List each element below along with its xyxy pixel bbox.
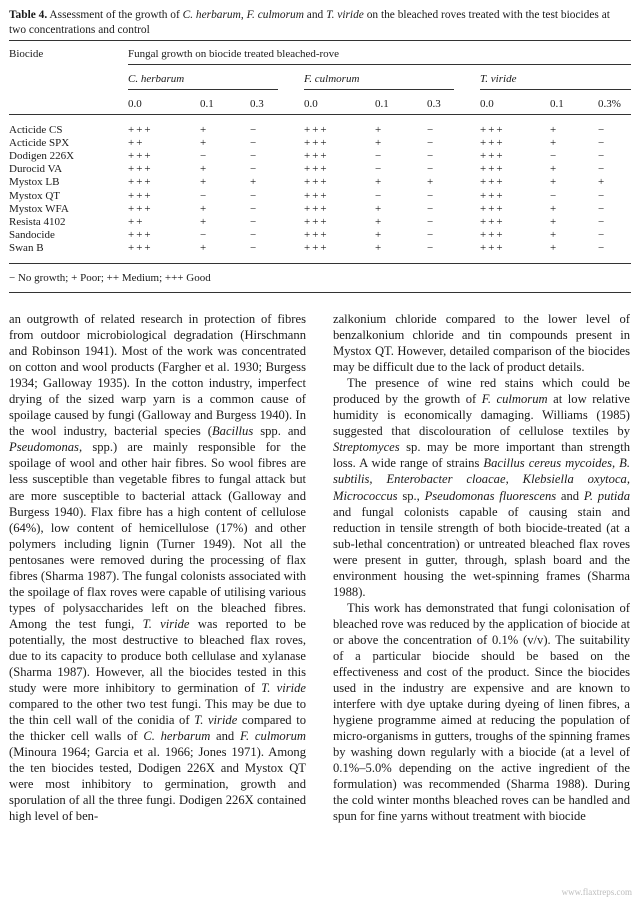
concentration-header: 0.0: [304, 98, 318, 110]
growth-rating: +: [375, 176, 384, 189]
growth-rating: −: [250, 215, 259, 228]
growth-rating: +++: [304, 202, 329, 215]
growth-rating: −: [200, 189, 209, 202]
group-header-rule: [128, 64, 631, 65]
growth-rating: +: [200, 176, 209, 189]
legend-rule: [9, 292, 631, 293]
species-rule: [480, 89, 631, 90]
growth-rating: +++: [128, 124, 153, 136]
table-label: Table 4.: [9, 9, 48, 21]
growth-rating: −: [427, 241, 436, 254]
growth-rating: −: [598, 163, 607, 176]
growth-rating: −: [200, 150, 209, 163]
fungal-growth-header: Fungal growth on biocide treated bleached-rove: [128, 48, 340, 60]
growth-rating: +: [550, 163, 559, 176]
header-bottom-rule: [9, 114, 631, 115]
growth-rating: +++: [304, 228, 329, 241]
growth-rating: −: [427, 202, 436, 215]
growth-rating: −: [598, 137, 607, 150]
text-run: spp.) are mainly responsible for the spoilage of wool and other hair fibres. So wool fibres are less susceptible than vegetable fibres to fungal attack but are more susceptible to bacterial attack (Galloway and Burgess 1940). Flax fibre has a high content of cellulose (64%), low content of hemicellulose (17%) and other polymers including lignin (Turner 1949). Not all the pentosanes were removed during the processing of flax fibres (Sharma 1987). The fungal colonists associated with the spoilage of flax roves were capable of utilising various types of polysaccharides left on the bleached fibres. Among the test fungi,: [9, 440, 306, 631]
text-run: sp. may be more important than strength loss. A wide range of strains: [333, 440, 630, 471]
body-paragraph: [333, 375, 630, 600]
growth-rating: +: [375, 228, 384, 241]
growth-rating: +++: [128, 228, 153, 241]
italic-text-run: Bacillus: [211, 424, 254, 439]
growth-rating: −: [427, 189, 436, 202]
biocide-name: Sandocide: [9, 228, 55, 241]
text-run: and: [210, 729, 240, 744]
growth-rating: +: [375, 137, 384, 150]
text-run: compared to the other two test fungi. This may be due to the thin cell wall of the conidia of: [9, 697, 306, 728]
text-run: was reported to be potentially, the most destructive to bleached flax roves, due to its capacity to produce both cellulase and xylanase (Sharma 1987). However, all the biocides tested in this study were more inhibitory to germination of: [9, 616, 306, 696]
italic-text-run: T. viride: [261, 681, 306, 696]
italic-text-run: T. viride: [326, 9, 364, 21]
biocide-name: Acticide CS: [9, 124, 63, 136]
growth-rating: +: [598, 176, 607, 189]
growth-rating: +++: [128, 241, 153, 254]
growth-rating: +++: [128, 150, 153, 163]
concentration-header: 0.3%: [598, 98, 621, 110]
growth-rating: −: [250, 189, 259, 202]
growth-rating: +++: [480, 163, 505, 176]
table-caption: [9, 8, 629, 38]
species-rule: [304, 89, 454, 90]
italic-text-run: Pseudomonas,: [9, 440, 83, 455]
growth-rating: +: [550, 137, 559, 150]
concentration-header: 0.0: [480, 98, 494, 110]
biocide-name: Mystox QT: [9, 189, 61, 202]
growth-rating: +++: [128, 202, 153, 215]
text-run: zalkonium chloride compared to the lower level of benzalkonium chloride and tin compounds present in Mystox QT. However, detailed comparison of the biocides may be difficult due to the lack of product details.: [333, 312, 630, 375]
italic-text-run: F. culmorum: [481, 392, 548, 407]
growth-rating: +++: [304, 163, 329, 176]
growth-rating: −: [200, 228, 209, 241]
concentration-header: 0.0: [128, 98, 142, 110]
concentration-header: 0.1: [200, 98, 214, 110]
italic-text-run: C. herbarum: [143, 729, 211, 744]
growth-rating: +++: [304, 241, 329, 254]
biocide-name: Swan B: [9, 241, 44, 254]
growth-rating: +: [200, 202, 209, 215]
growth-rating: +: [375, 241, 384, 254]
growth-rating: −: [427, 150, 436, 163]
growth-rating: −: [427, 163, 436, 176]
text-run: spp. and: [253, 424, 307, 439]
growth-rating: −: [598, 241, 607, 254]
growth-rating: −: [427, 228, 436, 241]
text-run: This work has demonstrated that fungi colonisation of bleached rove was reduced by the application of biocide at or above the concentration of 0.1% (v/v). The suitability of a particular biocide should be based on the effectiveness and cost of the product. Since the biocides used in the industry are expensive and are known to interfere with dye uptake during dyeing of linen fibres, a hygiene programme aimed at reducing the population of micro-organisms in gutters, troughs of the spinning frames by washing down regularly with a biocide (at a level of 0.1%–5.0% depending on the active ingredient of the formulation) was recommended (Sharma 1988). During the cold winter months bleached roves can be handled and spun for fine yarns without treatment with biocide: [333, 600, 630, 824]
growth-rating: −: [250, 228, 259, 241]
body-column-right: [333, 311, 630, 825]
table-top-rule: [9, 40, 631, 41]
italic-text-run: C. herbarum: [182, 9, 241, 21]
growth-rating: −: [598, 228, 607, 241]
growth-rating: +: [550, 202, 559, 215]
growth-rating: +: [375, 215, 384, 228]
body-column-left: [9, 311, 306, 825]
table-legend: − No growth; + Poor; ++ Medium; +++ Good: [9, 272, 211, 284]
growth-rating: ++: [128, 137, 145, 150]
growth-rating: +++: [304, 150, 329, 163]
text-run: sp.,: [397, 488, 425, 503]
biocide-name: Durocid VA: [9, 163, 63, 176]
growth-rating: −: [427, 124, 436, 136]
growth-rating: −: [598, 215, 607, 228]
concentration-header: 0.3: [250, 98, 264, 110]
growth-rating: +++: [128, 189, 153, 202]
growth-rating: +: [200, 215, 209, 228]
growth-rating: +: [550, 124, 559, 136]
growth-rating: +: [550, 228, 559, 241]
growth-rating: −: [375, 163, 384, 176]
italic-text-run: T. viride: [194, 713, 238, 728]
growth-rating: −: [598, 150, 607, 163]
growth-rating: −: [427, 215, 436, 228]
italic-text-run: T. viride: [142, 616, 190, 631]
growth-rating: +++: [128, 176, 153, 189]
growth-rating: −: [250, 202, 259, 215]
growth-rating: +: [550, 241, 559, 254]
growth-rating: −: [375, 189, 384, 202]
species-header: F. culmorum: [304, 73, 360, 85]
growth-rating: +++: [480, 202, 505, 215]
growth-rating: −: [598, 202, 607, 215]
text-run: an outgrowth of related research in protection of fibres from outdoor microbiological degradation (Hirschmann and Robinson 1941). Most of the work was concentrated on cotton and wool products (Fargher et al. 1930; Burgess 1934; Galloway 1935). In the cotton industry, imperfect drying of the sized warp yarn is a common cause of spoilage caused by fungi (Galloway and Burgess 1940). In the wool industry, bacterial species (: [9, 312, 306, 439]
body-paragraph: [333, 600, 630, 825]
growth-rating: +++: [480, 228, 505, 241]
italic-text-run: Bacillus cereus mycoides, B. subtilis, Enterobacter cloacae, Klebsiella oxytoca, Micrococcus: [333, 456, 630, 503]
growth-rating: −: [550, 150, 559, 163]
growth-rating: +++: [480, 176, 505, 189]
growth-rating: +: [375, 202, 384, 215]
growth-rating: −: [250, 124, 259, 136]
growth-rating: −: [427, 137, 436, 150]
growth-rating: +++: [480, 124, 505, 136]
table-bottom-rule: [9, 263, 631, 264]
growth-rating: +++: [128, 163, 153, 176]
growth-rating: +: [200, 124, 209, 136]
text-run: and: [556, 488, 584, 503]
table-caption-text: [9, 9, 610, 36]
italic-text-run: Pseudomonas fluorescens: [424, 488, 557, 503]
growth-rating: +: [427, 176, 436, 189]
growth-rating: −: [598, 189, 607, 202]
growth-rating: +++: [304, 124, 329, 136]
biocide-column-header: Biocide: [9, 48, 44, 60]
body-paragraph: [9, 311, 306, 825]
growth-rating: +++: [480, 137, 505, 150]
text-run: and: [303, 9, 327, 21]
growth-rating: −: [375, 150, 384, 163]
growth-rating: −: [250, 150, 259, 163]
growth-rating: +: [375, 124, 384, 136]
growth-rating: +: [550, 215, 559, 228]
growth-rating: +: [200, 163, 209, 176]
growth-rating: +++: [480, 241, 505, 254]
biocide-name: Mystox WFA: [9, 202, 69, 215]
species-rule: [128, 89, 278, 90]
italic-text-run: P. putida: [583, 488, 630, 503]
concentration-header: 0.3: [427, 98, 441, 110]
growth-rating: +++: [480, 215, 505, 228]
growth-rating: +++: [304, 189, 329, 202]
text-run: (Minoura 1964; Garcia et al. 1966; Jones 1971). Among the ten biocides tested, Dodigen 226X and Mystox QT were most inhibitory to germination, growth and sporulation of all the three fungi. Dodigen 226X contained high level of ben-: [9, 745, 306, 824]
growth-rating: ++: [128, 215, 145, 228]
growth-rating: +: [550, 176, 559, 189]
text-run: Assessment of the growth of: [49, 9, 183, 21]
growth-rating: +++: [480, 150, 505, 163]
text-run: The presence of wine red stains which could be produced by the growth of: [333, 376, 630, 407]
growth-rating: −: [598, 124, 607, 136]
biocide-name: Dodigen 226X: [9, 150, 75, 163]
growth-rating: +: [200, 137, 209, 150]
biocide-name: Resista 4102: [9, 215, 66, 228]
text-run: compared to the thicker cell walls of: [9, 713, 306, 744]
text-run: on the bleached roves treated with the test biocides at two concentrations and control: [9, 9, 610, 36]
growth-rating: −: [550, 189, 559, 202]
growth-rating: +++: [304, 215, 329, 228]
biocide-name: Mystox LB: [9, 176, 60, 189]
species-header: T. viride: [480, 73, 517, 85]
species-header: C. herbarum: [128, 73, 185, 85]
growth-rating: +: [200, 241, 209, 254]
growth-rating: −: [250, 163, 259, 176]
growth-rating: +: [250, 176, 259, 189]
body-paragraph: [333, 311, 630, 375]
text-run: and fungal colonists capable of causing stain and reduction in tensile strength of both biocide-treated (at a sub-lethal concentration) or untreated bleached flax roves were present in gutter, through, splash board and the environment housing the wet-spinning frames (Sharma 1988).: [333, 504, 630, 599]
watermark: www.flaxtreps.com: [561, 887, 632, 897]
text-run: at low relative humidity is economically damaging. Williams (1985) suggested that discolouration of cellulose textiles by: [333, 392, 630, 439]
growth-rating: +++: [304, 176, 329, 189]
growth-rating: −: [250, 241, 259, 254]
concentration-header: 0.1: [375, 98, 389, 110]
italic-text-run: F. culmorum: [246, 9, 304, 21]
italic-text-run: Streptomyces: [333, 440, 400, 455]
italic-text-run: F. culmorum: [239, 729, 306, 744]
concentration-header: 0.1: [550, 98, 564, 110]
growth-rating: +++: [304, 137, 329, 150]
biocide-name: Acticide SPX: [9, 137, 70, 150]
growth-rating: −: [250, 137, 259, 150]
text-run: ,: [240, 9, 247, 21]
growth-rating: +++: [480, 189, 505, 202]
